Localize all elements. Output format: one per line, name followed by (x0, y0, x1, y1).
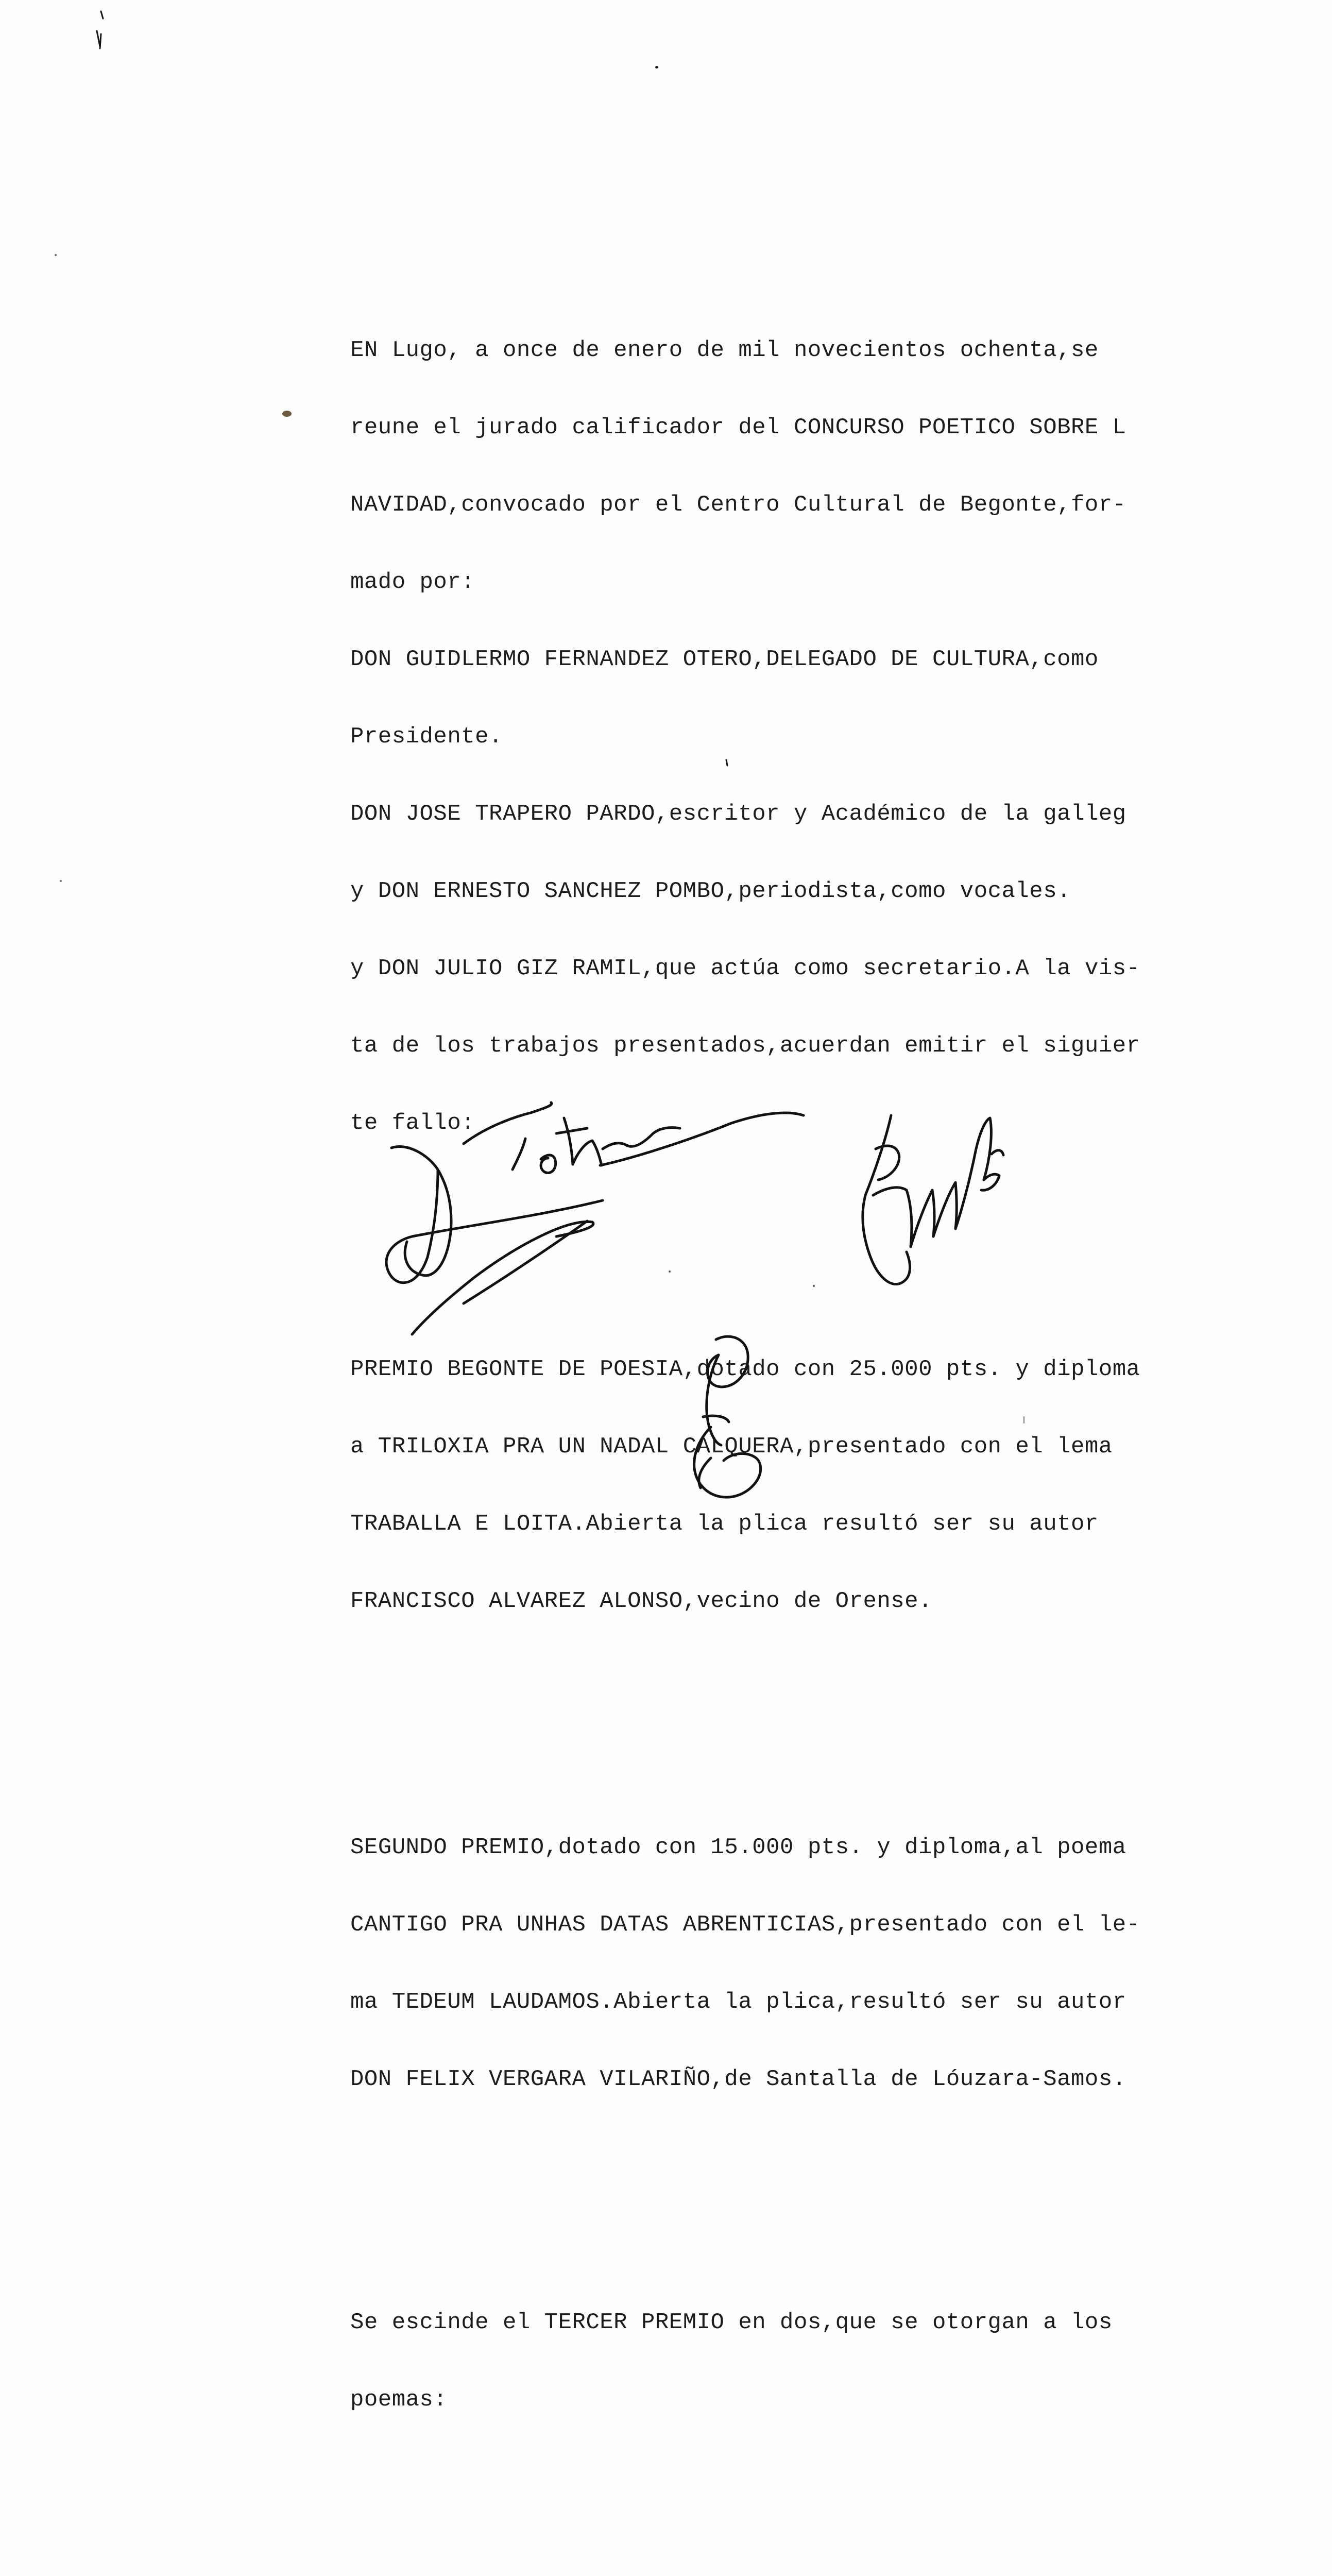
text-line: mado por: (350, 569, 475, 595)
premio-begonte-paragraph (350, 1305, 1246, 1666)
paper-speck (282, 411, 292, 417)
corner-mark (97, 11, 103, 48)
paragraph-gap (350, 2195, 1246, 2207)
text-line: ma TEDEUM LAUDAMOS.Abierta la plica,resultó ser su autor (350, 1989, 1126, 2015)
text-line: y DON ERNESTO SANCHEZ POMBO,periodista,como vocales. (350, 878, 1071, 904)
text-line: SEGUNDO PREMIO,dotado con 15.000 pts. y diploma,al poema (350, 1835, 1126, 1860)
intro-paragraph (350, 286, 1246, 1188)
scan-speck (55, 254, 57, 256)
paragraph-gap (350, 2516, 1246, 2530)
text-line: NAVIDAD,convocado por el Centro Cultural de Begonte,for- (350, 492, 1126, 518)
text-line: DON FELIX VERGARA VILARIÑO,de Santalla de Lóuzara-Samos. (350, 2066, 1126, 2092)
text-line: DON GUIDLERMO FERNANDEZ OTERO,DELEGADO DE CULTURA,como (350, 647, 1099, 672)
scan-speck (60, 880, 62, 882)
text-line: EN Lugo, a once de enero de mil novecientos ochenta,se (350, 337, 1099, 363)
paragraph-gap (350, 1717, 1246, 1732)
tercer-premio-paragraph (350, 2258, 1246, 2464)
text-line: poemas: (350, 2387, 448, 2413)
typed-text-body (350, 234, 1246, 2576)
text-line: PREMIO BEGONTE DE POESIA,dotado con 25.000 pts. y diploma (350, 1357, 1140, 1382)
text-line: reune el jurado calificador del CONCURSO POETICO SOBRE L (350, 415, 1126, 440)
text-line: te fallo: (350, 1110, 475, 1136)
text-line: a TRILOXIA PRA UN NADAL CALQUERA,presentado con el lema (350, 1434, 1113, 1460)
paper-speck (655, 66, 658, 69)
text-line: CANTIGO PRA UNHAS DATAS ABRENTICIAS,presentado con el le- (350, 1912, 1140, 1938)
text-line: FRANCISCO ALVAREZ ALONSO,vecino de Orense. (350, 1588, 932, 1614)
text-line: y DON JULIO GIZ RAMIL,que actúa como secretario.A la vis- (350, 956, 1140, 981)
text-line: DON JOSE TRAPERO PARDO,escritor y Académico de la galleg (350, 801, 1126, 827)
paragraph-gap (350, 1239, 1246, 1253)
text-line: TRABALLA E LOITA.Abierta la plica resultó ser su autor (350, 1511, 1099, 1537)
text-line: ta de los trabajos presentados,acuerdan emitir el siguier (350, 1033, 1140, 1059)
segundo-premio-paragraph (350, 1783, 1246, 2144)
text-line: Presidente. (350, 724, 503, 750)
text-line: Se escinde el TERCER PREMIO en dos,que se otorgan a los (350, 2310, 1113, 2335)
